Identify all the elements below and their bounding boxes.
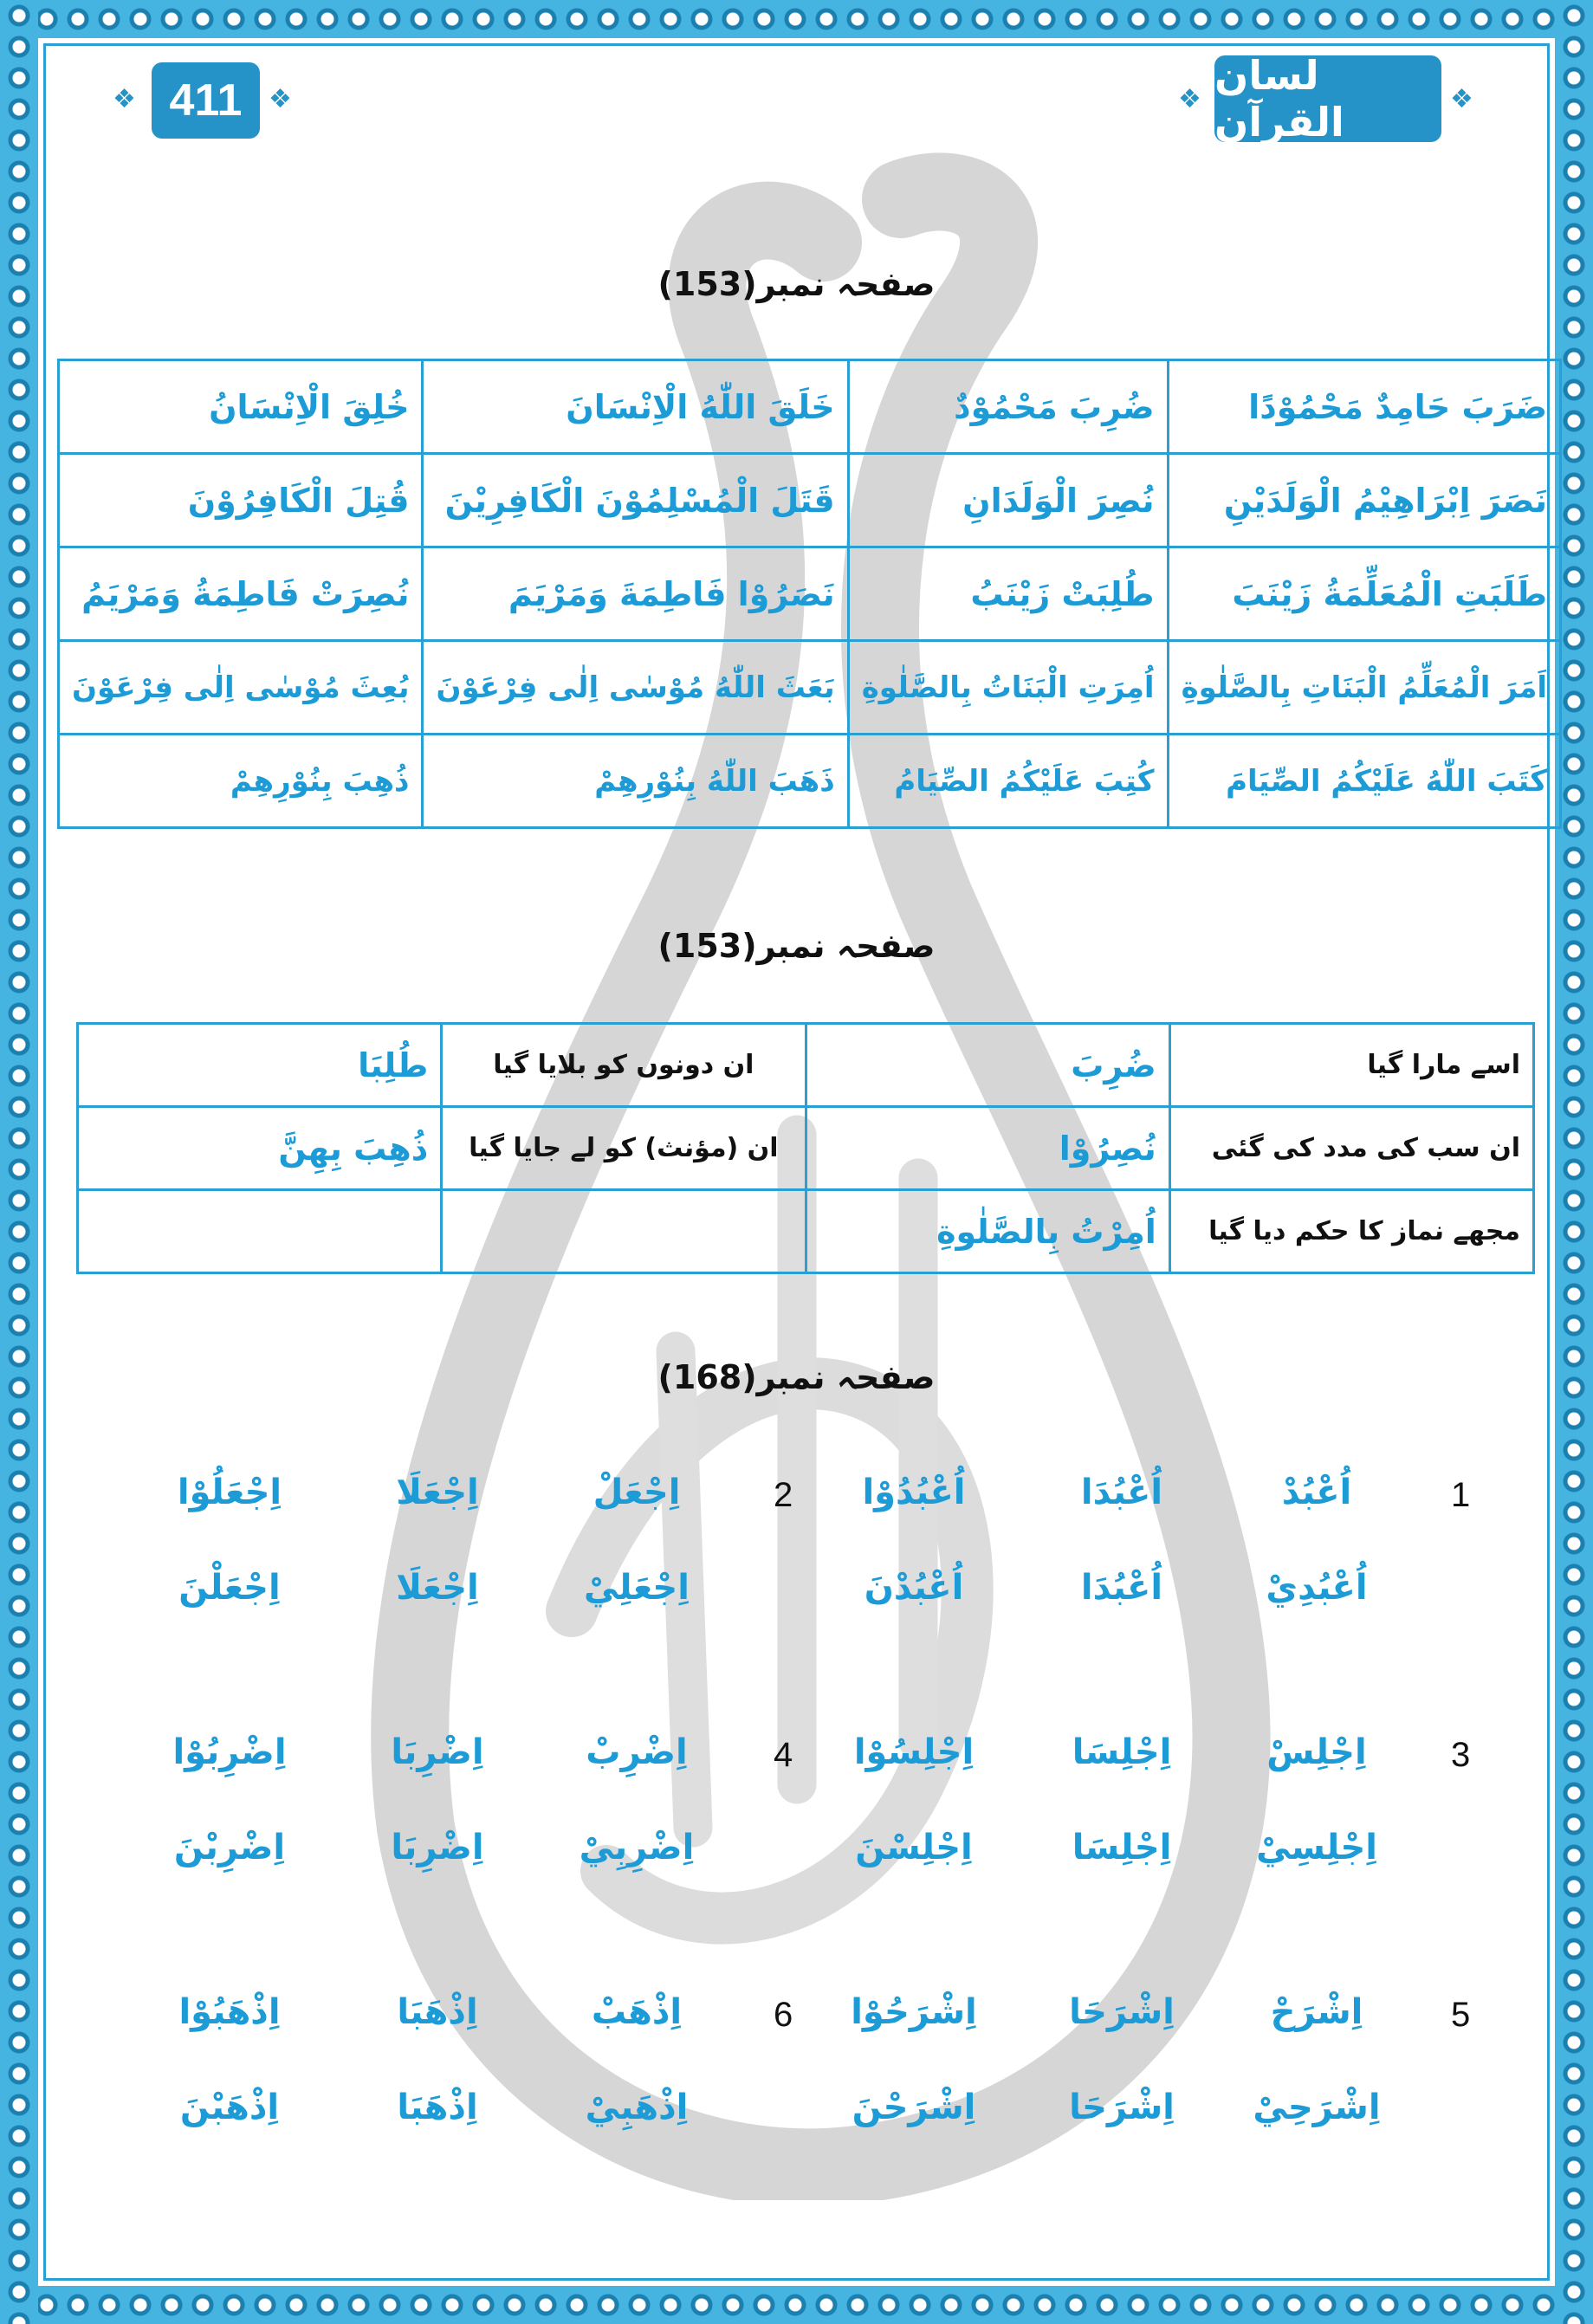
exercise-word: اُعْبُدِيْ xyxy=(1266,1568,1368,1608)
table-cell: ذُهِبَ بِهِنَّ xyxy=(78,1107,442,1190)
exercise-word: اِجْعَلْنَ xyxy=(178,1568,281,1608)
exercise-word: اِضْرِبْ xyxy=(586,1732,688,1772)
page-number: 411 xyxy=(152,62,260,139)
exercise-word: اِجْلِسُوْا xyxy=(853,1732,975,1772)
exercise-word: اِذْهَبَا xyxy=(397,1992,478,2032)
exercise-word: اِذْهَبْنَ xyxy=(179,2088,280,2127)
exercise-word: اِجْلِسِيْ xyxy=(1255,1828,1378,1868)
table-row xyxy=(78,1024,1534,1107)
table-cell: ضَرَبَ حَامِدٌ مَحْمُوْدًا xyxy=(1168,360,1561,454)
exercise-word: اِشْرَحَا xyxy=(1069,2088,1175,2127)
table-cell: خَلَقَ اللّٰهُ الْاِنْسَانَ xyxy=(423,360,848,454)
exercise-word: اُعْبُدْنَ xyxy=(864,1568,964,1608)
exercise-word: اُعْبُدَا xyxy=(1080,1473,1163,1512)
table-cell: طُلِبَتْ زَيْنَبُ xyxy=(848,547,1168,641)
exercise-number: 1 xyxy=(1451,1476,1471,1514)
table-cell: اُمِرْتُ بِالصَّلٰوةِ xyxy=(806,1190,1169,1273)
table-cell: ان دونوں کو بلایا گیا xyxy=(442,1024,806,1107)
table-cell: ان سب کی مدد کی گئی xyxy=(1169,1107,1533,1190)
table-cell: مجھے نماز کا حکم دیا گیا xyxy=(1169,1190,1533,1273)
exercise-word: اِجْعَلِيْ xyxy=(584,1568,690,1608)
table-cell: نُصِرَتْ فَاطِمَةُ وَمَرْيَمُ xyxy=(59,547,423,641)
table-cell: قُتِلَ الْكَافِرُوْنَ xyxy=(59,454,423,547)
section-title: صفحہ نمبر(153) xyxy=(657,265,936,303)
exercise-word: اِضْرِبَا xyxy=(391,1828,484,1868)
table-row xyxy=(59,547,1561,641)
table-cell: ضُرِبَ مَحْمُوْدٌ xyxy=(848,360,1168,454)
table-cell xyxy=(442,1190,806,1273)
exercise-word: اِضْرِبِيْ xyxy=(579,1828,695,1868)
table-cell: ذَهَبَ اللّٰهُ بِنُوْرِهِمْ xyxy=(423,735,848,828)
table-cell: نَصَرَ اِبْرَاهِيْمُ الْوَلَدَيْنِ xyxy=(1168,454,1561,547)
exercise-word: اِذْهَبُوْا xyxy=(178,1992,281,2032)
exercise-word: اِجْلِسَا xyxy=(1072,1732,1172,1772)
table-cell: طَلَبَتِ الْمُعَلِّمَةُ زَيْنَبَ xyxy=(1168,547,1561,641)
exercise-word: اِجْلِسْ xyxy=(1266,1732,1367,1772)
ornamental-border-right xyxy=(1555,0,1593,2324)
table-cell: ذُهِبَ بِنُوْرِهِمْ xyxy=(59,735,423,828)
exercise-word: اِشْرَحْنَ xyxy=(852,2088,976,2127)
table-cell: خُلِقَ الْاِنْسَانُ xyxy=(59,360,423,454)
ornament-icon: ❖ xyxy=(269,84,292,114)
table-row xyxy=(59,360,1561,454)
ornament-icon: ❖ xyxy=(1450,84,1473,114)
table-cell: طُلِبَا xyxy=(78,1024,442,1107)
table-cell: نُصِرَ الْوَلَدَانِ xyxy=(848,454,1168,547)
table-cell: كَتَبَ اللّٰهُ عَلَيْكُمُ الصِّيَامَ xyxy=(1168,735,1561,828)
ornamental-border-top xyxy=(0,0,1593,38)
table-cell: اَمَرَ الْمُعَلِّمُ الْبَنَاتِ بِالصَّلٰوةِ xyxy=(1168,641,1561,735)
exercise-word: اِجْعَلَا xyxy=(396,1568,479,1608)
exercise-word: اِجْعَلْ xyxy=(593,1473,681,1512)
exercise-word: اِجْلِسْنَ xyxy=(855,1828,973,1868)
exercise-word: اِشْرَحُوْا xyxy=(851,1992,977,2032)
table-cell: نُصِرُوْا xyxy=(806,1107,1169,1190)
book-title-badge: لسان القرآن xyxy=(1214,55,1441,142)
exercise-word: اِجْعَلَا xyxy=(396,1473,479,1512)
section-title: صفحہ نمبر(168) xyxy=(657,1358,936,1396)
section-title: صفحہ نمبر(153) xyxy=(657,927,936,965)
exercise-word: اِجْعَلُوْا xyxy=(177,1473,282,1512)
exercise-word: اُعْبُدَا xyxy=(1080,1568,1163,1608)
exercise-word: اِشْرَحْ xyxy=(1270,1992,1363,2032)
table-cell: اسے مارا گیا xyxy=(1169,1024,1533,1107)
table-row xyxy=(59,641,1561,735)
exercise-word: اِضْرِبْنَ xyxy=(173,1828,286,1868)
exercise-word: اِجْلِسَا xyxy=(1072,1828,1172,1868)
table-row xyxy=(59,454,1561,547)
translation-table xyxy=(76,1022,1535,1274)
exercise-word: اِضْرِبَا xyxy=(391,1732,484,1772)
ornamental-border-left xyxy=(0,0,38,2324)
table-cell: اُمِرَتِ الْبَنَاتُ بِالصَّلٰوةِ xyxy=(848,641,1168,735)
table-cell: ضُرِبَ xyxy=(806,1024,1169,1107)
table-row xyxy=(78,1107,1534,1190)
exercise-word: اِذْهَبِيْ xyxy=(585,2088,689,2127)
ornament-icon: ❖ xyxy=(113,84,136,114)
exercise-number: 2 xyxy=(774,1476,793,1514)
table-row xyxy=(59,735,1561,828)
exercise-number: 6 xyxy=(774,1996,793,2034)
exercise-word: اِذْهَبَا xyxy=(397,2088,478,2127)
table-cell: ان (مؤنث) کو لے جایا گیا xyxy=(442,1107,806,1190)
exercise-word: اُعْبُدُوْا xyxy=(862,1473,966,1512)
exercise-number: 4 xyxy=(774,1736,793,1774)
exercise-word: اِضْرِبُوْا xyxy=(172,1732,287,1772)
exercise-number: 5 xyxy=(1451,1996,1471,2034)
passive-voice-table xyxy=(57,359,1562,829)
exercise-word: اُعْبُدْ xyxy=(1281,1473,1352,1512)
ornamental-border-bottom xyxy=(0,2286,1593,2324)
table-cell: كُتِبَ عَلَيْكُمُ الصِّيَامُ xyxy=(848,735,1168,828)
exercise-word: اِشْرَحَا xyxy=(1069,1992,1175,2032)
exercise-word: اِشْرَحِيْ xyxy=(1253,2088,1381,2127)
exercise-word: اِذْهَبْ xyxy=(591,1992,683,2032)
table-row xyxy=(78,1190,1534,1273)
table-cell: بُعِثَ مُوْسٰى اِلٰى فِرْعَوْنَ xyxy=(59,641,423,735)
exercise-number: 3 xyxy=(1451,1736,1471,1774)
ornament-icon: ❖ xyxy=(1178,84,1201,114)
table-cell: نَصَرُوْا فَاطِمَةَ وَمَرْيَمَ xyxy=(423,547,848,641)
table-cell: بَعَثَ اللّٰهُ مُوْسٰى اِلٰى فِرْعَوْنَ xyxy=(423,641,848,735)
table-cell: قَتَلَ الْمُسْلِمُوْنَ الْكَافِرِيْنَ xyxy=(423,454,848,547)
table-cell xyxy=(78,1190,442,1273)
